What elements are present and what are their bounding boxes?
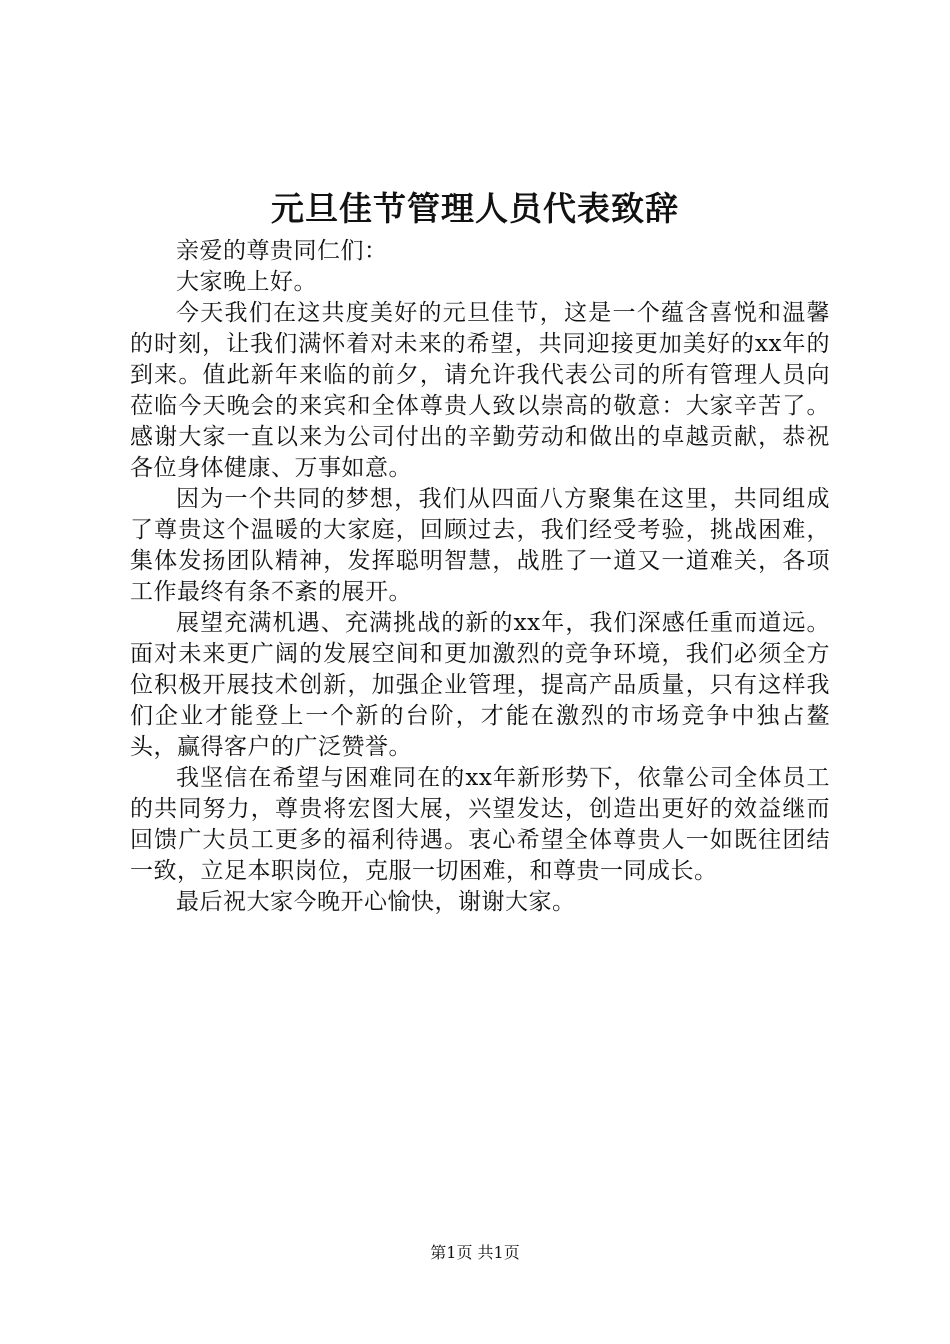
page-footer: 第1页 共1页 xyxy=(430,1243,520,1262)
paragraph: 我坚信在希望与困难同在的xx年新形势下，依靠公司全体员工的共同努力，尊贵将宏图大展，兴望发达，创造出更好的效益继而回馈广大员工更多的福利待遇。衷心希望全体尊贵人一如既往团结一致，立足本职岗位，克服一切困难，和尊贵一同成长。 xyxy=(130,765,830,884)
paragraph: 今天我们在这共度美好的元旦佳节，这是一个蕴含喜悦和温馨的时刻，让我们满怀着对未来的希望，共同迎接更加美好的xx年的到来。值此新年来临的前夕，请允许我代表公司的所有管理人员向莅临今天晚会的来宾和全体尊贵人致以崇高的敬意：大家辛苦了。感谢大家一直以来为公司付出的辛勤劳动和做出的卓越贡献，恭祝各位身体健康、万事如意。 xyxy=(130,300,830,481)
salutation: 亲爱的尊贵同仁们： xyxy=(176,238,388,264)
document-body xyxy=(130,236,830,918)
document-title: 元旦佳节管理人员代表致辞 xyxy=(271,189,679,228)
closing-paragraph: 最后祝大家今晚开心愉快，谢谢大家。 xyxy=(176,889,576,915)
paragraph: 展望充满机遇、充满挑战的新的xx年，我们深感任重而道远。面对未来更广阔的发展空间和更加激烈的竞争环境，我们必须全方位积极开展技术创新，加强企业管理，提高产品质量，只有这样我们企业才能登上一个新的台阶，才能在激烈的市场竞争中独占鳌头，赢得客户的广泛赞誉。 xyxy=(130,610,830,760)
greeting: 大家晚上好。 xyxy=(176,269,317,295)
paragraph: 因为一个共同的梦想，我们从四面八方聚集在这里，共同组成了尊贵这个温暖的大家庭，回顾过去，我们经受考验，挑战困难，集体发扬团队精神，发挥聪明智慧，战胜了一道又一道难关，各项工作最终有条不紊的展开。 xyxy=(130,486,830,605)
